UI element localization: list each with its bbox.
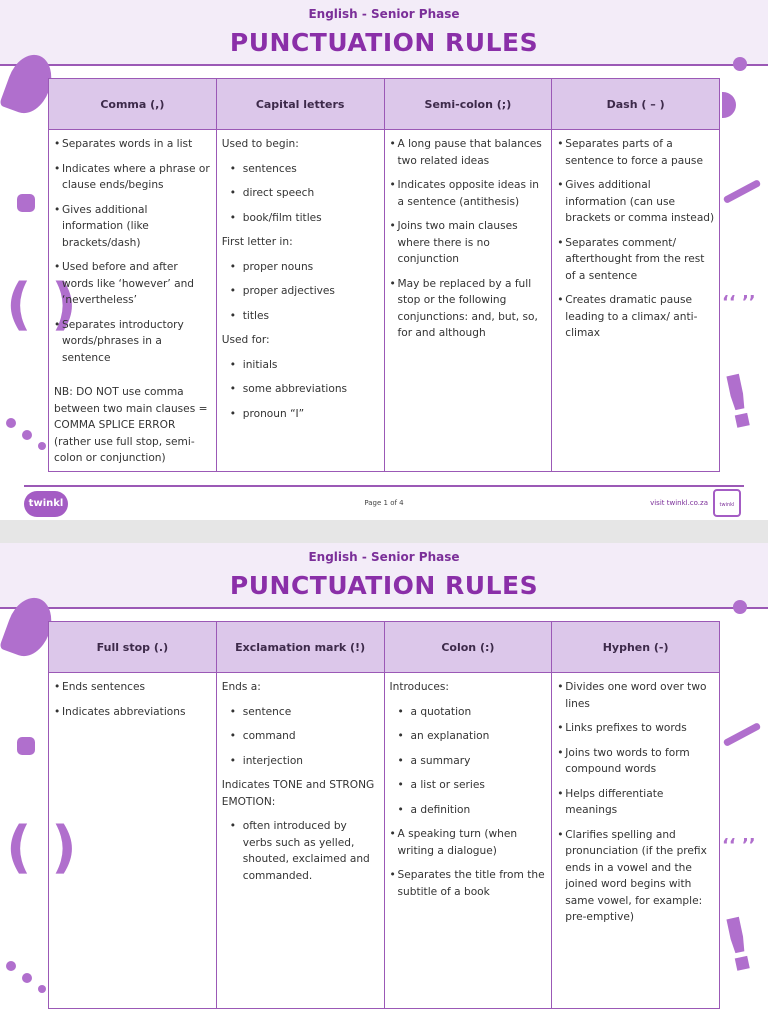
deco-quote-marks: ‘‘ ’’ bbox=[722, 292, 756, 313]
column-heading-hyphen: Hyphen (-) bbox=[552, 622, 720, 673]
list-item: • Indicates abbreviations bbox=[54, 704, 212, 721]
list-item: • Creates dramatic pause leading to a climax/ anti-climax bbox=[557, 292, 715, 342]
list-item: • Divides one word over two lines bbox=[557, 679, 715, 712]
list-item: • Separates the title from the subtitle of a book bbox=[390, 867, 548, 900]
list-item: • sentences bbox=[222, 161, 380, 178]
quality-badge-icon: twinkl bbox=[713, 489, 741, 517]
list-item: • Joins two words to form compound words bbox=[557, 745, 715, 778]
list-item: • Separates comment/ afterthought from the rest of a sentence bbox=[557, 235, 715, 285]
list-item: • a summary bbox=[390, 753, 548, 770]
dash-cell bbox=[552, 130, 720, 472]
deco-dot bbox=[17, 194, 35, 212]
deco-exclamation: ! bbox=[713, 357, 764, 447]
list-item: • Joins two main clauses where there is no conjunction bbox=[390, 218, 548, 268]
colon-cell bbox=[384, 673, 552, 1009]
group-label: Used for: bbox=[221, 334, 270, 346]
list-item: • Used before and after words like ‘however’ and ‘nevertheless’ bbox=[54, 259, 212, 309]
deco-dot bbox=[22, 973, 32, 983]
punctuation-table bbox=[48, 78, 720, 472]
list-item: • A long pause that balances two related ideas bbox=[390, 136, 548, 169]
punctuation-table bbox=[48, 621, 720, 1009]
list-item: • some abbreviations bbox=[222, 381, 380, 398]
hyphen-cell bbox=[552, 673, 720, 1009]
visit-link[interactable]: visit twinkl.co.za bbox=[650, 499, 708, 507]
list-item: • Indicates opposite ideas in a sentence (antithesis) bbox=[390, 177, 548, 210]
list-item: • Separates words in a list bbox=[54, 136, 212, 153]
group-label: Ends a: bbox=[221, 681, 261, 693]
full-stop-cell bbox=[49, 673, 217, 1009]
list-item: • interjection bbox=[222, 753, 380, 770]
column-heading-capital-letters: Capital letters bbox=[216, 79, 384, 130]
header-divider bbox=[0, 607, 768, 609]
list-item: • a quotation bbox=[390, 704, 548, 721]
deco-dot bbox=[6, 961, 16, 971]
deco-parentheses: ( ) bbox=[6, 272, 77, 337]
header-divider bbox=[0, 64, 768, 66]
list-item: • initials bbox=[222, 357, 380, 374]
list-item: • Gives additional information (can use brackets or comma instead) bbox=[557, 177, 715, 227]
subject-label: English - Senior Phase bbox=[308, 7, 460, 21]
comma-cell bbox=[49, 130, 217, 472]
group-label: Used to begin: bbox=[221, 138, 299, 150]
deco-circle bbox=[733, 600, 747, 614]
list-item: • an explanation bbox=[390, 728, 548, 745]
deco-quote-marks: ‘‘ ’’ bbox=[722, 835, 756, 856]
list-item: • command bbox=[222, 728, 380, 745]
list-item: • proper nouns bbox=[222, 259, 380, 276]
deco-circle bbox=[733, 57, 747, 71]
exclamation-mark-cell bbox=[216, 673, 384, 1009]
page-number: Page 1 of 4 bbox=[364, 499, 404, 507]
list-item: • Separates introductory words/phrases in a sentence bbox=[54, 317, 212, 367]
group-label: First letter in: bbox=[221, 236, 293, 248]
deco-bracket-shape bbox=[722, 92, 736, 118]
list-item: • sentence bbox=[222, 704, 380, 721]
deco-dot bbox=[38, 442, 46, 450]
column-heading-comma: Comma (,) bbox=[49, 79, 217, 130]
list-item: • titles bbox=[222, 308, 380, 325]
page-title: PUNCTUATION RULES bbox=[229, 571, 539, 600]
list-item: • book/film titles bbox=[222, 210, 380, 227]
list-item: • Gives additional information (like brackets/dash) bbox=[54, 202, 212, 252]
list-item: • pronoun “I” bbox=[222, 406, 380, 423]
list-item: • Clarifies spelling and pronunciation (if the prefix ends in a vowel and the joined word begins with same vowel, for example: pre-emptive) bbox=[557, 827, 715, 926]
list-item: • Helps differentiate meanings bbox=[557, 786, 715, 819]
group-label: Indicates TONE and STRONG EMOTION: bbox=[221, 779, 375, 808]
column-heading-colon: Colon (:) bbox=[384, 622, 552, 673]
deco-dot bbox=[6, 418, 16, 428]
list-item: • a list or series bbox=[390, 777, 548, 794]
list-item: • direct speech bbox=[222, 185, 380, 202]
list-item: • Links prefixes to words bbox=[557, 720, 715, 737]
comma-note: NB: DO NOT use comma between two main clauses = COMMA SPLICE ERROR (rather use full stop, semi-colon or conjunction) bbox=[54, 386, 208, 464]
group-label: Introduces: bbox=[389, 681, 449, 693]
list-item: • May be replaced by a full stop or the following conjunctions: and, but, so, for and although bbox=[390, 276, 548, 342]
page-title: PUNCTUATION RULES bbox=[229, 28, 539, 57]
twinkl-logo[interactable]: twinkl bbox=[24, 491, 68, 517]
footer-divider bbox=[24, 485, 744, 487]
column-heading-exclamation-mark: Exclamation mark (!) bbox=[216, 622, 384, 673]
capital-letters-cell bbox=[216, 130, 384, 472]
list-item: • Separates parts of a sentence to force a pause bbox=[557, 136, 715, 169]
page-gap bbox=[0, 520, 768, 543]
deco-parentheses: ( ) bbox=[6, 815, 77, 880]
column-heading-full-stop: Full stop (.) bbox=[49, 622, 217, 673]
list-item: • A speaking turn (when writing a dialogue) bbox=[390, 826, 548, 859]
deco-dash-shape bbox=[723, 179, 762, 204]
list-item: • proper adjectives bbox=[222, 283, 380, 300]
deco-exclamation: ! bbox=[713, 900, 764, 990]
list-item: • a definition bbox=[390, 802, 548, 819]
list-item: • Ends sentences bbox=[54, 679, 212, 696]
deco-dot bbox=[17, 737, 35, 755]
deco-dash-shape bbox=[723, 722, 762, 747]
subject-label: English - Senior Phase bbox=[308, 550, 460, 564]
list-item: • Indicates where a phrase or clause ends/begins bbox=[54, 161, 212, 194]
semi-colon-cell bbox=[384, 130, 552, 472]
deco-dot bbox=[38, 985, 46, 993]
column-heading-dash: Dash ( – ) bbox=[552, 79, 720, 130]
deco-dot bbox=[22, 430, 32, 440]
list-item: • often introduced by verbs such as yelled, shouted, exclaimed and commanded. bbox=[222, 818, 380, 884]
column-heading-semi-colon: Semi-colon (;) bbox=[384, 79, 552, 130]
page-2 bbox=[0, 543, 768, 1024]
